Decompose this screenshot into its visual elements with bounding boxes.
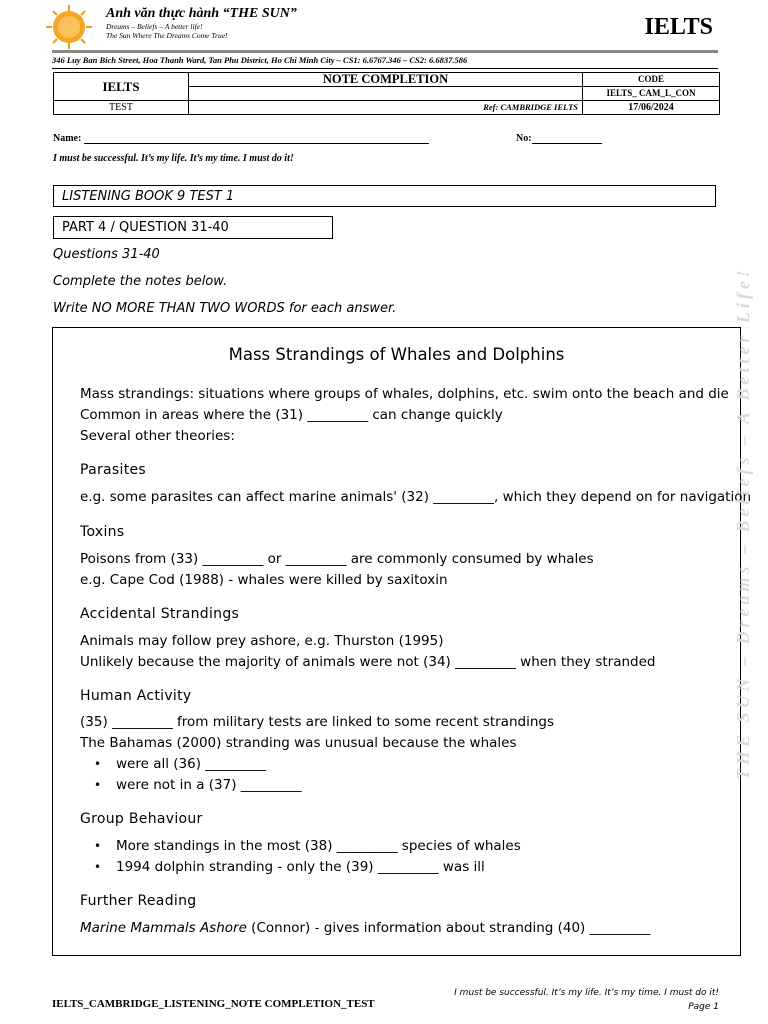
book-title: Marine Mammals Ashore (80, 920, 247, 936)
heading-further-reading: Further Reading (80, 893, 197, 909)
book-title-box: LISTENING BOOK 9 TEST 1 (53, 185, 716, 207)
address-divider (52, 68, 718, 69)
bullet: • (94, 839, 102, 853)
bullet: • (94, 778, 102, 792)
code-value: IELTS_ CAM_L_CON (583, 87, 720, 101)
watermark: THE SUN – Dreams – Beliefs – A Better Life! (733, 266, 753, 780)
motto: I must be successful. It’s my life. It’s my time. I must do it! (53, 153, 294, 164)
human-bullet-1: were all (36) _________ (116, 756, 267, 772)
no-label: No: (516, 133, 532, 144)
brand-tagline: Dreams – Beliefs – A better life! (106, 22, 203, 31)
bullet: • (94, 757, 102, 771)
group-bullet-2: 1994 dolphin stranding - only the (39) _________ was ill (116, 859, 485, 875)
section-title: NOTE COMPLETION (189, 73, 583, 87)
reading-line (80, 920, 650, 936)
test-label: TEST (54, 101, 189, 115)
group-bullet-1: More standings in the most (38) _________ species of whales (116, 838, 521, 854)
intro-line-1: Mass strandings: situations where groups of whales, dolphins, etc. swim onto the beach and die (80, 386, 729, 402)
intro-line-3: Several other theories: (80, 428, 235, 444)
notes-title: Mass Strandings of Whales and Dolphins (228, 345, 565, 364)
footer-right (454, 986, 719, 1014)
heading-accidental: Accidental Strandings (80, 606, 240, 622)
instruction-complete: Complete the notes below. (53, 274, 228, 289)
reading-description: (Connor) - gives information about stranding (40) _________ (246, 920, 651, 936)
number-field[interactable] (516, 133, 602, 144)
heading-parasites: Parasites (80, 462, 147, 478)
info-table (53, 72, 720, 115)
date: 17/06/2024 (583, 101, 720, 115)
toxins-line-2: e.g. Cape Cod (1988) - whales were killed by saxitoxin (80, 572, 448, 588)
brand-name: Anh văn thực hành “THE SUN” (106, 6, 297, 21)
human-line-1: (35) _________ from military tests are linked to some recent strandings (80, 714, 554, 730)
part-box: PART 4 / QUESTION 31-40 (53, 216, 333, 239)
page-title: IELTS (644, 14, 713, 40)
bullet: • (94, 860, 102, 874)
brand-tagline-2: The Sun Where The Dreams Come True! (106, 31, 228, 40)
address: 346 Luy Ban Bich Street, Hoa Thanh Ward, Tan Phu District, Ho Chi Minh City – CS1: 6.6767.346 – CS2: 6.6837.586 (52, 55, 468, 65)
page-number: Page 1 (688, 1002, 719, 1012)
name-blank[interactable] (84, 134, 429, 144)
heading-human-activity: Human Activity (80, 688, 192, 704)
heading-group-behaviour: Group Behaviour (80, 811, 203, 827)
blank-cell (189, 87, 583, 101)
subject-cell: IELTS (54, 73, 189, 101)
number-blank[interactable] (532, 134, 602, 144)
code-label: CODE (583, 73, 720, 87)
reference: Ref: CAMBRIDGE IELTS (189, 101, 583, 115)
the-sun-logo (45, 4, 93, 50)
accidental-line-1: Animals may follow prey ashore, e.g. Thurston (1995) (80, 633, 444, 649)
footer-doc-code: IELTS_CAMBRIDGE_LISTENING_NOTE COMPLETION_TEST (52, 998, 375, 1010)
header-divider (52, 50, 718, 53)
instruction-word-limit: Write NO MORE THAN TWO WORDS for each answer. (53, 301, 397, 316)
parasites-line: e.g. some parasites can affect marine animals' (32) _________, which they depend on for navigation (80, 489, 752, 505)
toxins-line-1: Poisons from (33) _________ or _________ are commonly consumed by whales (80, 551, 594, 567)
accidental-line-2: Unlikely because the majority of animals were not (34) _________ when they stranded (80, 654, 656, 670)
name-field[interactable] (53, 133, 429, 144)
intro-line-2: Common in areas where the (31) _________ can change quickly (80, 407, 503, 423)
human-bullet-2: were not in a (37) _________ (116, 777, 302, 793)
human-line-2: The Bahamas (2000) stranding was unusual because the whales (80, 735, 517, 751)
questions-range: Questions 31-40 (53, 247, 160, 262)
brand-block (106, 6, 297, 40)
heading-toxins: Toxins (80, 524, 125, 540)
footer-motto: I must be successful. It’s my life. It’s my time. I must do it! (454, 988, 719, 998)
name-label: Name: (53, 133, 82, 144)
